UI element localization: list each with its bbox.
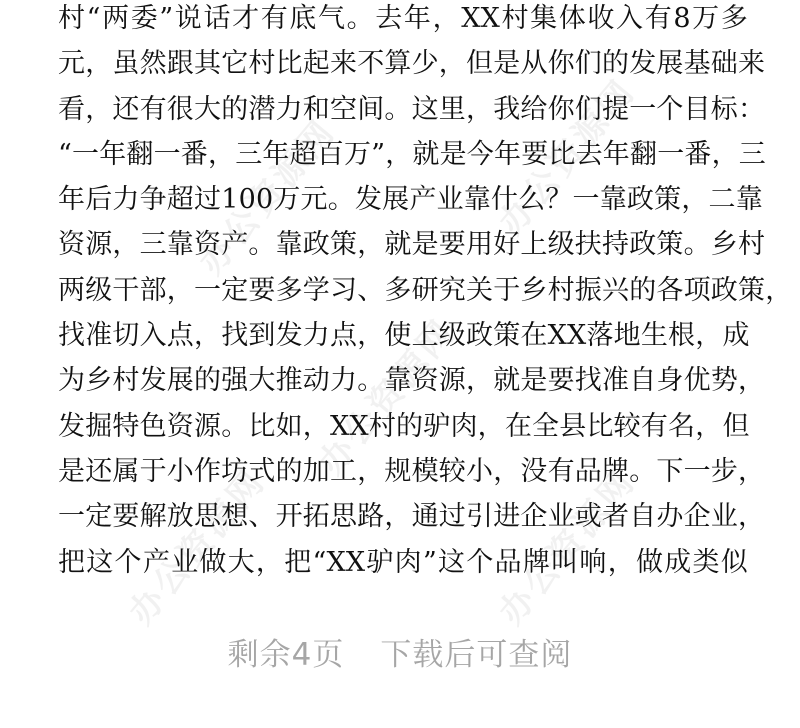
watermark: 办公资源网 xyxy=(491,71,645,243)
text-line: 两级干部，一定要多学习、多研究关于乡村振兴的各项政策， xyxy=(58,274,793,306)
download-prompt-label[interactable]: 下载后可查阅 xyxy=(380,636,573,673)
watermark: 办公资源网 xyxy=(121,461,275,633)
watermark: 办公资源网 xyxy=(191,111,345,283)
watermark: 办公资源网 xyxy=(491,461,645,633)
text-line: 看，还有很大的潜力和空间。这里，我给你们提一个目标： xyxy=(58,93,766,125)
text-line: 为乡村发展的强大推动力。靠资源，就是要找准自身优势， xyxy=(58,365,766,397)
text-line: 把这个产业做大，把“XX驴肉”这个品牌叫响，做成类似 xyxy=(58,546,748,578)
text-line: 村“两委”说话才有底气。去年，XX村集体收入有8万多 xyxy=(58,3,748,34)
watermark: 办公资源网 xyxy=(311,311,465,483)
text-line: 发掘特色资源。比如，XX村的驴肉，在全县比较有名，但 xyxy=(58,410,750,442)
text-line: 是还属于小作坊式的加工，规模较小，没有品牌。下一步， xyxy=(58,455,766,487)
text-line: 找准切入点，找到发力点，使上级政策在XX落地生根，成 xyxy=(58,320,750,352)
text-line: 元，虽然跟其它村比起来不算少，但是从你们的发展基础来 xyxy=(58,48,766,80)
text-line: “一年翻一番，三年超百万”，就是今年要比去年翻一番，三 xyxy=(58,138,767,170)
document-body xyxy=(58,0,793,585)
download-to-view-banner[interactable] xyxy=(0,624,800,678)
remaining-pages-label[interactable]: 剩余4页 xyxy=(227,636,345,673)
text-line: 一定要解放思想、开拓思路，通过引进企业或者自办企业， xyxy=(58,501,766,533)
text-line: 年后力争超过100万元。发展产业靠什么？一靠政策，二靠 xyxy=(58,184,763,216)
text-line: 资源，三靠资产。靠政策，就是要用好上级扶持政策。乡村 xyxy=(58,229,766,261)
